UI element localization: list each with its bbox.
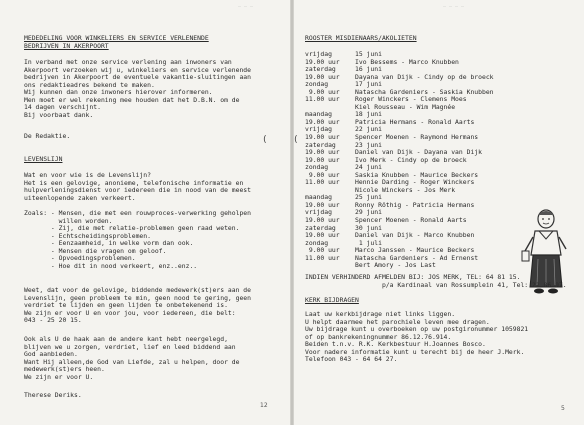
- announcement-body: [24, 59, 251, 119]
- text-line: p/a Kardinaal van Rossumplein 41, Tel: 21 06 97.: [305, 280, 567, 289]
- margin-mark: (: [293, 135, 299, 145]
- contact-notice: [305, 274, 567, 289]
- schedule-row: 19.00 uur Spencer Moenen - Raymond Hermans: [305, 133, 479, 142]
- schedule-row: 19.00 uur Dayana van Dijk - Cindy op de broeck: [305, 72, 494, 81]
- text-line: Het is een gelovige, anonieme, telefonische informatie en: [24, 178, 244, 187]
- text-line: Laat uw kerkbijdrage niet links liggen.: [305, 310, 456, 318]
- schedule-day: maandag 25 juni: [305, 193, 382, 202]
- text-line: Wat en voor wie is de Levenslijn?: [24, 171, 151, 179]
- schedule-row: 19.00 uur Ivo Bessems - Marco Knubben: [305, 57, 459, 66]
- schedule-heading: ROOSTER MISDIENAARS/AKOLIETEN: [305, 34, 417, 42]
- levenslijn-heading: LEVENSLIJN: [24, 155, 63, 163]
- text-line: Weet, dat voor de gelovige, biddende medewerk(st)ers aan de: [24, 286, 252, 294]
- text-line: medewerk(st)ers heen.: [24, 365, 105, 374]
- schedule-day: zondag 17 juni: [305, 80, 382, 89]
- text-line: In verband met onze service verlening aan inwoners van: [24, 58, 232, 66]
- schedule-row: Kiel Rousseau - Wim Magnée: [305, 102, 456, 111]
- schedule-row: 9.00 uur Saskia Knubben - Maurice Beckers: [305, 170, 479, 179]
- schedule-row: Bert Amory - Jos Last: [305, 261, 436, 270]
- schedule-row: Nicole Winckers - Jos Merk: [305, 185, 456, 194]
- text-line: God aanbieden.: [24, 350, 78, 359]
- schedule-row: 19.00 uur Daniel van Dijk - Marco Knubben: [305, 231, 475, 240]
- schedule-row: 9.00 uur Marco Janssen - Maurice Beckers: [305, 246, 475, 255]
- schedule-day: maandag 18 juni: [305, 110, 382, 119]
- kerk-bijdragen-heading: KERK BIJDRAGEN: [305, 296, 359, 304]
- text-line: Bij voorbaat dank.: [24, 110, 94, 119]
- text-line: bedrijven in Akerpoort de eventuele vakantie-sluitingen aan: [24, 73, 252, 82]
- margin-mark: (: [262, 135, 268, 145]
- schedule-row: 19.00 uur Spencer Moenen - Ronald Aarts: [305, 216, 467, 225]
- text-line: INDIEN VERHINDERD AFMELDEN BIJ: JOS MERK, TEL: 64 81 15.: [305, 273, 521, 281]
- levenslijn-closing: [24, 336, 239, 381]
- schedule-day: vrijdag 22 juni: [305, 125, 382, 134]
- author: Therese Deriks.: [24, 391, 82, 399]
- list-item: - Zij, die met relatie-problemen geen raad weten.: [24, 224, 240, 233]
- text-line: Beiden t.n.v. R.K. Kerkbestuur H.Joannes Bosco.: [305, 340, 486, 349]
- page-number: 5: [561, 405, 565, 412]
- schedule-row: 19.00 uur Daniel van Dijk - Dayana van Dijk: [305, 148, 482, 157]
- list-item: Zoals: - Mensen, die met een rouwproces-verwerking geholpen: [24, 209, 252, 217]
- bleed-through-text: — — — —: [443, 4, 465, 10]
- text-line: 14 dagen verschijnt.: [24, 103, 101, 112]
- schedule-row: 9.00 uur Natascha Gardeniers - Saskia Knubben: [305, 87, 494, 96]
- signoff: De Redaktie.: [24, 132, 71, 140]
- text-line: Want Hij alleen,de God van Liefde, zal u helpen, door de: [24, 357, 240, 366]
- kerk-bijdragen-body: [305, 311, 528, 364]
- text-line: Men moet er wel rekening mee houden dat het D.B.N. om de: [24, 95, 240, 104]
- text-line: Uw bijdrage kunt u overboeken op uw postgironummer 1059821: [305, 325, 529, 334]
- schedule-day: zaterdag 23 juni: [305, 140, 382, 149]
- schedule-row: 19.00 uur Patricia Hermans - Ronald Aarts: [305, 117, 475, 126]
- levenslijn-body: [24, 287, 251, 325]
- schedule-row: 11.00 uur Roger Winckers - Clemens Moes: [305, 95, 467, 104]
- announcement-heading-line1: MEDEDELING VOOR WINKELIERS EN SERVICE VERLENENDE: [24, 34, 209, 42]
- list-item: - Hoe dit in nood verkeert, enz..enz..: [24, 261, 198, 270]
- schedule-row: 19.00 uur Ivo Merk - Cindy op de broeck: [305, 155, 467, 164]
- schedule-row: 19.00 uur Ronny Röthig - Patricia Hermans: [305, 200, 475, 209]
- schedule-day: vrijdag 29 juni: [305, 208, 382, 217]
- text-line: We zijn er voor U en voor jou, voor iedereen, die belt:: [24, 308, 236, 317]
- list-item: - Mensen die vragen om geloof.: [24, 246, 167, 255]
- list-item: - Echtscheidingsproblemen.: [24, 231, 151, 240]
- phone-number: 043 - 25 20 15.: [24, 316, 82, 325]
- page-number: 12: [260, 402, 268, 409]
- text-line: of op bankrekeningnummer 86.12.76.914.: [305, 332, 452, 341]
- schedule-day: vrijdag 15 juni: [305, 50, 382, 58]
- left-page: [0, 0, 291, 425]
- problem-list: [24, 210, 251, 270]
- schedule-day: zaterdag 16 juni: [305, 65, 382, 74]
- list-item: willen worden.: [24, 216, 113, 225]
- schedule-day: zondag 24 juni: [305, 163, 382, 172]
- text-line: hulpverleningsdienst voor iedereen die in nood van de meest: [24, 186, 252, 195]
- altar-server-schedule: [305, 51, 494, 270]
- text-line: ons redaktieadres bekend te maken.: [24, 80, 155, 89]
- announcement-heading-line2: BEDRIJVEN IN AKERPOORT: [24, 42, 109, 50]
- list-item: - Eenzaamheid, in welke vorm dan ook.: [24, 239, 194, 248]
- text-line: verdriet te lijden en geen lijden te onbetekenend is.: [24, 301, 228, 310]
- schedule-day: zondag 1 juli: [305, 238, 382, 247]
- text-line: uiteenlopende zaken verkeert.: [24, 193, 136, 202]
- text-line: Voor nadere informatie kunt u terecht bij de heer J.Merk.: [305, 347, 525, 356]
- text-line: U helpt daarmee het parochiele leven mee dragen.: [305, 317, 490, 326]
- levenslijn-intro: [24, 172, 251, 202]
- text-line: Telefoon 043 - 64 64 27.: [305, 355, 398, 364]
- list-item: - Opvoedingsproblemen.: [24, 254, 136, 263]
- bleed-through-text: — — —: [238, 4, 254, 10]
- schedule-row: 11.00 uur Natascha Gardeniers - Ad Ernenst: [305, 253, 479, 262]
- text-line: blijven we u zorgen, verdriet, lief en leed biddend aan: [24, 342, 236, 351]
- text-line: We zijn er voor U.: [24, 372, 94, 381]
- right-page: [293, 0, 584, 425]
- schedule-row: 11.00 uur Hennie Darding - Roger Winckers: [305, 178, 475, 187]
- text-line: Wij kunnen dan onze inwoners hierover informeren.: [24, 88, 213, 97]
- text-line: Akerpoort verzoeken wij u, winkeliers en service verlenende: [24, 65, 252, 74]
- schedule-day: zaterdag 30 juni: [305, 223, 382, 232]
- text-line: Ook als U de haak aan de andere kant hebt neergelegd,: [24, 335, 228, 343]
- text-line: Levenslijn, geen probleem te min, geen nood te gering, geen: [24, 293, 252, 302]
